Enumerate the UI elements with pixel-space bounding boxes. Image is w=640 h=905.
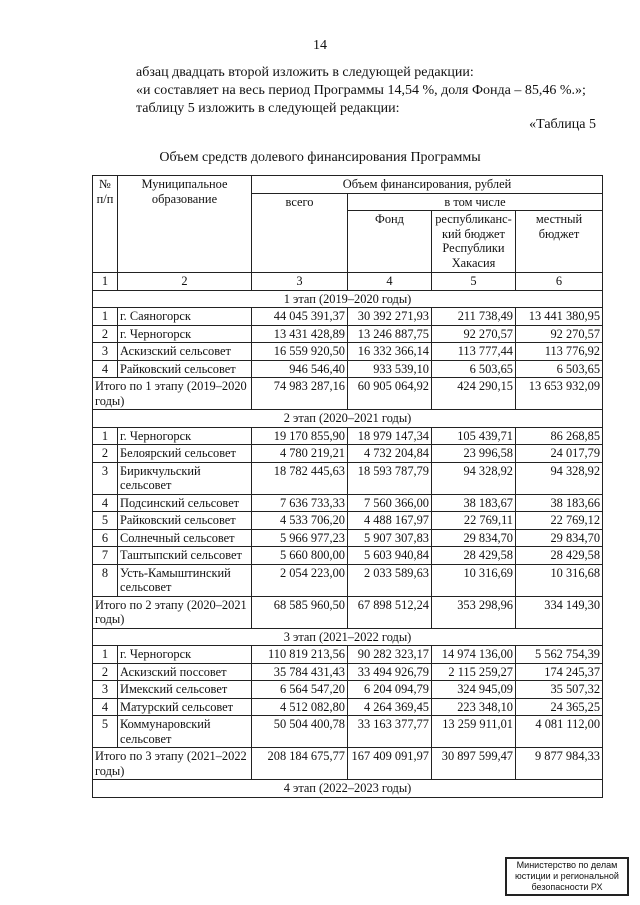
total-amount: 4 533 706,20	[252, 512, 348, 530]
table-row	[93, 681, 603, 699]
col-number: 5	[432, 273, 516, 291]
fund-amount: 2 033 589,63	[348, 564, 432, 596]
subtotal-fund: 167 409 091,97	[348, 748, 432, 780]
subtotal-total: 208 184 675,77	[252, 748, 348, 780]
local-amount: 24 365,25	[516, 698, 603, 716]
row-number: 1	[93, 646, 118, 664]
fund-amount: 4 264 369,45	[348, 698, 432, 716]
col-number: 6	[516, 273, 603, 291]
stamp-line: Министерство по делам	[516, 860, 618, 870]
stage-title: 2 этап (2020–2021 годы)	[93, 410, 603, 428]
republic-amount: 94 328,92	[432, 462, 516, 494]
col-number: 1	[93, 273, 118, 291]
financing-table	[92, 175, 603, 798]
total-amount: 7 636 733,33	[252, 494, 348, 512]
row-number: 2	[93, 445, 118, 463]
stage-header-row	[93, 628, 603, 646]
table-row	[93, 308, 603, 326]
republic-amount: 113 777,44	[432, 343, 516, 361]
table-row	[93, 716, 603, 748]
fund-amount: 4 732 204,84	[348, 445, 432, 463]
col-number: 3	[252, 273, 348, 291]
fund-amount: 33 163 377,77	[348, 716, 432, 748]
local-amount: 4 081 112,00	[516, 716, 603, 748]
municipality-name: Матурский сельсовет	[118, 698, 252, 716]
total-amount: 946 546,40	[252, 360, 348, 378]
stamp-line: юстиции и региональной	[515, 871, 619, 881]
table-row	[93, 360, 603, 378]
local-amount: 5 562 754,39	[516, 646, 603, 664]
row-number: 1	[93, 308, 118, 326]
local-amount: 174 245,37	[516, 663, 603, 681]
header-row	[93, 176, 603, 194]
local-amount: 94 328,92	[516, 462, 603, 494]
local-amount: 6 503,65	[516, 360, 603, 378]
subtotal-local: 334 149,30	[516, 596, 603, 628]
row-number: 7	[93, 547, 118, 565]
stage-title: 1 этап (2019–2020 годы)	[93, 290, 603, 308]
local-amount: 86 268,85	[516, 427, 603, 445]
local-amount: 35 507,32	[516, 681, 603, 699]
local-amount: 24 017,79	[516, 445, 603, 463]
local-amount: 28 429,58	[516, 547, 603, 565]
total-amount: 5 660 800,00	[252, 547, 348, 565]
republic-amount: 29 834,70	[432, 529, 516, 547]
table-body	[93, 176, 603, 798]
fund-amount: 5 603 940,84	[348, 547, 432, 565]
municipality-name: г. Черногорск	[118, 427, 252, 445]
row-number: 2	[93, 663, 118, 681]
subtotal-republic: 30 897 599,47	[432, 748, 516, 780]
table-row	[93, 494, 603, 512]
total-amount: 4 780 219,21	[252, 445, 348, 463]
page-number: 14	[313, 38, 327, 53]
local-amount: 113 776,92	[516, 343, 603, 361]
row-number: 2	[93, 325, 118, 343]
local-amount: 38 183,66	[516, 494, 603, 512]
republic-amount: 10 316,69	[432, 564, 516, 596]
fund-amount: 18 979 147,34	[348, 427, 432, 445]
fund-amount: 30 392 271,93	[348, 308, 432, 326]
republic-amount: 2 115 259,27	[432, 663, 516, 681]
table-row	[93, 547, 603, 565]
republic-amount: 28 429,58	[432, 547, 516, 565]
total-amount: 6 564 547,20	[252, 681, 348, 699]
subtotal-row	[93, 596, 603, 628]
row-number: 5	[93, 512, 118, 530]
intro-line: таблицу 5 изложить в следующей редакции:	[136, 101, 400, 116]
total-amount: 5 966 977,23	[252, 529, 348, 547]
municipality-name: Аскизский сельсовет	[118, 343, 252, 361]
subtotal-local: 13 653 932,09	[516, 378, 603, 410]
row-number: 4	[93, 494, 118, 512]
total-amount: 18 782 445,63	[252, 462, 348, 494]
subtotal-fund: 60 905 064,92	[348, 378, 432, 410]
republic-amount: 23 996,58	[432, 445, 516, 463]
local-amount: 29 834,70	[516, 529, 603, 547]
table-row	[93, 427, 603, 445]
header-fund: Фонд	[348, 211, 432, 273]
table-row	[93, 646, 603, 664]
total-amount: 19 170 855,90	[252, 427, 348, 445]
column-number-row	[93, 273, 603, 291]
col-number: 4	[348, 273, 432, 291]
ministry-stamp	[505, 857, 629, 896]
table-row	[93, 343, 603, 361]
header-municipality: Муниципальное образование	[118, 176, 252, 273]
total-amount: 2 054 223,00	[252, 564, 348, 596]
subtotal-row	[93, 748, 603, 780]
row-number: 6	[93, 529, 118, 547]
republic-amount: 223 348,10	[432, 698, 516, 716]
table-row	[93, 529, 603, 547]
intro-paragraph	[136, 64, 586, 118]
stage-header-row	[93, 410, 603, 428]
fund-amount: 6 204 094,79	[348, 681, 432, 699]
total-amount: 4 512 082,80	[252, 698, 348, 716]
municipality-name: г. Саяногорск	[118, 308, 252, 326]
table-row	[93, 462, 603, 494]
header-republic: республиканс-кий бюджет Республики Хакасия	[432, 211, 516, 273]
subtotal-row	[93, 378, 603, 410]
table-row	[93, 663, 603, 681]
stamp-line: безопасности РХ	[531, 882, 603, 892]
republic-amount: 324 945,09	[432, 681, 516, 699]
fund-amount: 90 282 323,17	[348, 646, 432, 664]
row-number: 3	[93, 343, 118, 361]
local-amount: 92 270,57	[516, 325, 603, 343]
table-label: «Таблица 5	[529, 117, 596, 132]
local-amount: 22 769,12	[516, 512, 603, 530]
total-amount: 110 819 213,56	[252, 646, 348, 664]
fund-amount: 33 494 926,79	[348, 663, 432, 681]
row-number: 1	[93, 427, 118, 445]
municipality-name: Белоярский сельсовет	[118, 445, 252, 463]
municipality-name: г. Черногорск	[118, 325, 252, 343]
col-number: 2	[118, 273, 252, 291]
local-amount: 13 441 380,95	[516, 308, 603, 326]
republic-amount: 22 769,11	[432, 512, 516, 530]
total-amount: 16 559 920,50	[252, 343, 348, 361]
fund-amount: 5 907 307,83	[348, 529, 432, 547]
subtotal-total: 74 983 287,16	[252, 378, 348, 410]
subtotal-fund: 67 898 512,24	[348, 596, 432, 628]
row-number: 4	[93, 698, 118, 716]
municipality-name: Подсинский сельсовет	[118, 494, 252, 512]
republic-amount: 38 183,67	[432, 494, 516, 512]
total-amount: 44 045 391,37	[252, 308, 348, 326]
subtotal-label: Итого по 1 этапу (2019–2020 годы)	[93, 378, 252, 410]
total-amount: 35 784 431,43	[252, 663, 348, 681]
stage-header-row	[93, 290, 603, 308]
subtotal-total: 68 585 960,50	[252, 596, 348, 628]
municipality-name: Солнечный сельсовет	[118, 529, 252, 547]
republic-amount: 105 439,71	[432, 427, 516, 445]
subtotal-republic: 353 298,96	[432, 596, 516, 628]
republic-amount: 6 503,65	[432, 360, 516, 378]
stage-header-row	[93, 780, 603, 798]
row-number: 5	[93, 716, 118, 748]
republic-amount: 211 738,49	[432, 308, 516, 326]
municipality-name: Таштыпский сельсовет	[118, 547, 252, 565]
fund-amount: 16 332 366,14	[348, 343, 432, 361]
fund-amount: 18 593 787,79	[348, 462, 432, 494]
fund-amount: 7 560 366,00	[348, 494, 432, 512]
table-row	[93, 325, 603, 343]
municipality-name: г. Черногорск	[118, 646, 252, 664]
fund-amount: 4 488 167,97	[348, 512, 432, 530]
municipality-name: Усть-Камыштинский сельсовет	[118, 564, 252, 596]
municipality-name: Райковский сельсовет	[118, 360, 252, 378]
table-row	[93, 698, 603, 716]
header-volume: Объем финансирования, рублей	[252, 176, 603, 194]
row-number: 8	[93, 564, 118, 596]
row-number: 3	[93, 681, 118, 699]
subtotal-label: Итого по 3 этапу (2021–2022 годы)	[93, 748, 252, 780]
municipality-name: Райковский сельсовет	[118, 512, 252, 530]
republic-amount: 14 974 136,00	[432, 646, 516, 664]
republic-amount: 13 259 911,01	[432, 716, 516, 748]
header-num: № п/п	[93, 176, 118, 273]
row-number: 3	[93, 462, 118, 494]
municipality-name: Коммунаровский сельсовет	[118, 716, 252, 748]
total-amount: 13 431 428,89	[252, 325, 348, 343]
table-row	[93, 445, 603, 463]
table-row	[93, 512, 603, 530]
stage-title: 4 этап (2022–2023 годы)	[93, 780, 603, 798]
subtotal-local: 9 877 984,33	[516, 748, 603, 780]
stage-title: 3 этап (2021–2022 годы)	[93, 628, 603, 646]
table-title: Объем средств долевого финансирования Программы	[159, 150, 481, 165]
municipality-name: Аскизский поссовет	[118, 663, 252, 681]
republic-amount: 92 270,57	[432, 325, 516, 343]
total-amount: 50 504 400,78	[252, 716, 348, 748]
intro-line: абзац двадцать второй изложить в следующей редакции:	[136, 65, 474, 80]
fund-amount: 13 246 887,75	[348, 325, 432, 343]
subtotal-label: Итого по 2 этапу (2020–2021 годы)	[93, 596, 252, 628]
table-row	[93, 564, 603, 596]
header-including: в том числе	[348, 193, 603, 211]
header-total: всего	[252, 193, 348, 273]
subtotal-republic: 424 290,15	[432, 378, 516, 410]
row-number: 4	[93, 360, 118, 378]
municipality-name: Бирикчульский сельсовет	[118, 462, 252, 494]
municipality-name: Имекский сельсовет	[118, 681, 252, 699]
header-local: местный бюджет	[516, 211, 603, 273]
local-amount: 10 316,68	[516, 564, 603, 596]
intro-line: «и составляет на весь период Программы 14,54 %, доля Фонда – 85,46 %.»;	[136, 83, 586, 98]
fund-amount: 933 539,10	[348, 360, 432, 378]
